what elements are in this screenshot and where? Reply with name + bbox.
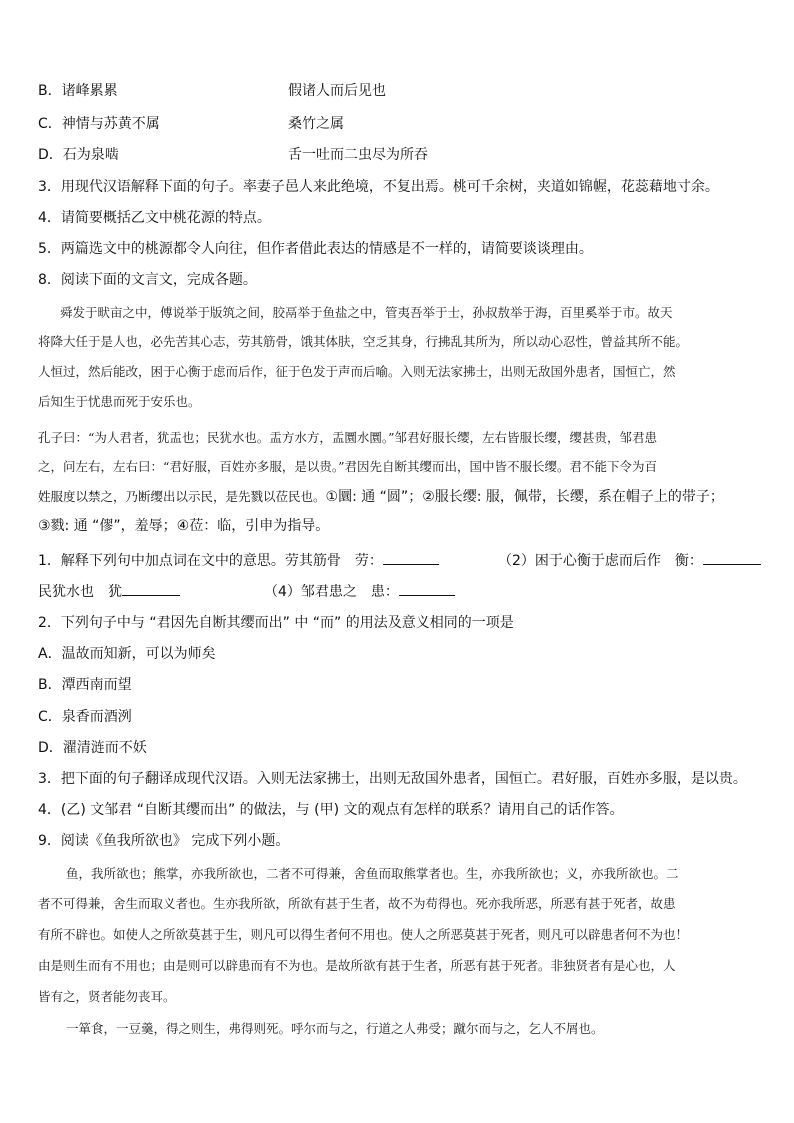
option-c-row (38, 114, 344, 134)
q8-passage-jia-line: 舜发于畎亩之中，傅说举于版筑之间，胶鬲举于鱼盐之中，管夷吾举于士，孙叔敖举于海，百里奚举于市。故天 (60, 305, 673, 320)
option-d-row (38, 145, 428, 165)
option-d-left: D．石为泉啮 (38, 147, 119, 163)
answer-blank[interactable] (703, 550, 761, 565)
q8-passage-yi-line: 之，问左右，左右曰：“君好服，百姓亦多服，是以贵。”君因先自断其缨而出，国中皆不服长缨。君不能下令为百 (38, 459, 658, 474)
q8-heading: 8．阅读下面的文言文，完成各题。 (38, 272, 257, 288)
q9-passage-line: 由是则生而有不用也；由是则可以辟患而有不为也。是故所欲有甚于生者，所恶有甚于死者。非独贤者有是心也，人 (38, 958, 676, 973)
q8-passage-yi-last-line (38, 486, 724, 507)
q9-passage2: 一箪食，一豆羹，得之则生，弗得则死。呼尔而与之，行道之人弗受；蹴尔而与之，乞人不屑也。 (66, 1021, 604, 1036)
q8-passage-yi-end: 姓服度以禁之，乃断缨出以示民，是先戮以莅民也。 (38, 489, 326, 504)
q8-sub1-c: 民犹水也 犹 (38, 584, 122, 600)
answer-blank[interactable] (399, 581, 455, 596)
q9-heading: 9．阅读《鱼我所欲也》 完成下列小题。 (38, 833, 290, 849)
q8-sub1-b: （2）困于心衡于虑而后作 衡： (498, 553, 703, 569)
answer-blank[interactable] (383, 550, 439, 565)
q8-sub1-row2 (38, 581, 399, 602)
q7-subquestion-5: 5．两篇选文中的桃源都令人向往，但作者借此表达的情感是不一样的，请简要谈谈理由。 (38, 241, 593, 257)
q8-sub1-d-wrap (264, 581, 455, 602)
q8-sub1-b-wrap (498, 550, 761, 571)
q8-passage-jia-line: 将降大任于是人也，必先苦其心志，劳其筋骨，饿其体肤，空乏其身，行拂乱其所为，所以动心忍性，曾益其所不能。 (38, 334, 689, 349)
q9-passage-line: 者不可得兼，舍生而取义者也。生亦我所欲，所欲有甚于生者，故不为苟得也。死亦我所恶，所恶有甚于死者，故患 (38, 896, 676, 911)
answer-blank[interactable] (122, 581, 180, 596)
option-b-right: 假诸人而后见也 (288, 83, 386, 99)
q8-sub1-row1 (38, 550, 703, 571)
q7-subquestion-3: 3．用现代汉语解释下面的句子。率妻子邑人来此绝境，不复出焉。桃可千余树，夹道如锦幄，花蕊藉地寸余。 (38, 179, 719, 195)
option-d-right: 舌一吐而二虫尽为所吞 (288, 147, 428, 163)
q8-sub1-d: （4）邹君患之 患： (264, 584, 399, 600)
option-c-right: 桑竹之属 (288, 116, 344, 132)
q8-passage-jia-line: 后知生于忧患而死于安乐也。 (38, 394, 201, 409)
q8-sub2-option-c: C．泉香而酒洌 (38, 709, 132, 725)
q8-notes-line2: ③戮: 通 “僇”，羞辱；④莅：临，引申为指导。 (38, 518, 330, 534)
q9-passage-line: 鱼，我所欲也；熊掌，亦我所欲也，二者不可得兼，舍鱼而取熊掌者也。生，亦我所欲也；义，亦我所欲也。二 (66, 866, 679, 881)
option-c-left: C．神情与苏黄不属 (38, 116, 160, 132)
q8-sub3: 3．把下面的句子翻译成现代汉语。入则无法家拂士，出则无敌国外患者，国恒亡。君好服，百姓亦多服，是以贵。 (38, 771, 747, 787)
q8-sub4: 4．(乙) 文邹君 “自断其缨而出” 的做法，与 (甲) 文的观点有怎样的联系？请用自己的话作答。 (38, 802, 624, 818)
q8-passage-jia-line: 人恒过，然后能改，困于心衡于虑而后作，征于色发于声而后喻。入则无法家拂士，出则无敌国外患者，国恒亡，然 (38, 364, 676, 379)
q9-passage-line: 皆有之，贤者能勿丧耳。 (38, 989, 176, 1004)
q8-sub2-option-a: A．温故而知新，可以为师矣 (38, 646, 216, 662)
q7-subquestion-4: 4．请简要概括乙文中桃花源的特点。 (38, 210, 271, 226)
q9-passage-line: 有所不辟也。如使人之所欲莫甚于生，则凡可以得生者何不用也。使人之所恶莫甚于死者，则凡可以辟患者何不为也！ (38, 927, 689, 942)
option-b-row (38, 81, 386, 101)
q8-sub1-a: 1．解释下列句中加点词在文中的意思。劳其筋骨 劳： (38, 553, 383, 569)
option-b-left: B．诸峰累累 (38, 83, 118, 99)
q8-sub2-option-b: B．潭西南而望 (38, 677, 132, 693)
q8-notes: ①圜: 通 “圆”；②服长缨: 服，佩带，长缨，系在帽子上的带子； (325, 489, 724, 505)
q8-sub2-option-d: D．濯清涟而不妖 (38, 740, 147, 756)
q8-sub2: 2．下列句子中与 “君因先自断其缨而出” 中 “而” 的用法及意义相同的一项是 (38, 615, 514, 631)
q8-passage-yi-line: 孔子曰：“为人君者，犹盂也；民犹水也。盂方水方，盂圜水圜。”邹君好服长缨，左右皆服长缨，缨甚贵，邹君患 (38, 430, 658, 445)
